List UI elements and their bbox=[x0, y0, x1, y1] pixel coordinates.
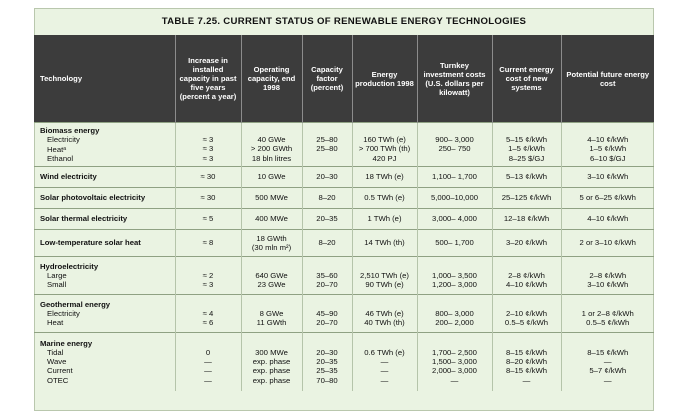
current-cell bbox=[492, 295, 561, 333]
increase-cell bbox=[175, 333, 241, 391]
future-value: 5 or 6–25 ¢/kWh bbox=[579, 193, 636, 203]
technology-name: Biomass energy bbox=[40, 126, 100, 136]
cost-cell bbox=[417, 333, 492, 391]
production-cell bbox=[352, 167, 417, 188]
factor-value: 25–80 bbox=[316, 144, 338, 154]
production-value: 40 TWh (th) bbox=[364, 318, 405, 328]
capacity-cell bbox=[241, 188, 302, 209]
current-value: — bbox=[522, 375, 531, 385]
increase-value: 0 bbox=[205, 347, 211, 357]
production-value: 90 TWh (e) bbox=[365, 280, 404, 290]
increase-value: — bbox=[204, 357, 212, 367]
capacity-value: (30 mln m²) bbox=[251, 243, 292, 252]
factor-cell bbox=[302, 123, 352, 167]
technology-cell bbox=[34, 209, 175, 230]
future-value: 1 or 2–8 ¢/kWh bbox=[581, 308, 634, 318]
current-value: 4–10 ¢/kWh bbox=[505, 280, 548, 290]
increase-cell bbox=[175, 123, 241, 167]
cost-value: 900– 3,000 bbox=[435, 135, 474, 145]
factor-cell bbox=[302, 230, 352, 257]
current-value: 2–8 ¢/kWh bbox=[508, 270, 545, 280]
technology-subtype: Heat bbox=[47, 318, 64, 328]
factor-cell bbox=[302, 188, 352, 209]
future-value: 2 or 3–10 ¢/kWh bbox=[579, 238, 636, 248]
header-future-cost: Potential future energy cost bbox=[561, 35, 654, 123]
capacity-value: exp. phase bbox=[252, 375, 291, 385]
table-row bbox=[34, 188, 654, 209]
future-value: 8–15 ¢/kWh bbox=[587, 347, 629, 357]
technology-cell bbox=[34, 188, 175, 209]
header-row bbox=[34, 35, 654, 123]
factor-value: 20–30 bbox=[316, 347, 338, 357]
current-cell bbox=[492, 333, 561, 391]
table-row bbox=[34, 123, 654, 167]
cost-value: — bbox=[450, 375, 459, 385]
capacity-cell bbox=[241, 257, 302, 295]
future-value: 3–10 ¢/kWh bbox=[587, 172, 629, 182]
increase-cell bbox=[175, 257, 241, 295]
factor-value: 20–35 bbox=[316, 214, 338, 224]
production-value: 420 PJ bbox=[372, 153, 397, 163]
increase-value: ≈ 3 bbox=[202, 153, 214, 163]
technology-name: Wind electricity bbox=[40, 172, 97, 182]
cost-value: 1,700– 2,500 bbox=[432, 347, 477, 357]
header-investment-costs: Turnkey investment costs (U.S. dollars per kilowatt) bbox=[417, 35, 492, 123]
production-value: — bbox=[380, 375, 389, 385]
table-row bbox=[34, 209, 654, 230]
cost-value: 5,000–10,000 bbox=[430, 193, 479, 203]
capacity-value: 400 MWe bbox=[255, 214, 288, 224]
increase-value: ≈ 5 bbox=[202, 214, 214, 224]
production-value: 14 TWh (th) bbox=[364, 238, 405, 248]
increase-value: ≈ 30 bbox=[200, 172, 216, 182]
factor-value: 25–80 bbox=[316, 135, 338, 145]
future-value: 4–10 ¢/kWh bbox=[587, 135, 629, 145]
cost-cell bbox=[417, 295, 492, 333]
increase-value: ≈ 3 bbox=[202, 280, 214, 290]
future-value: 0.5–5 ¢/kWh bbox=[586, 318, 630, 328]
future-cell bbox=[561, 295, 654, 333]
future-value: 6–10 $/GJ bbox=[590, 153, 626, 163]
production-value: 0.5 TWh (e) bbox=[364, 193, 405, 203]
increase-value: ≈ 8 bbox=[202, 238, 214, 248]
factor-value: 20–30 bbox=[316, 172, 338, 182]
cost-value: 250– 750 bbox=[438, 144, 471, 154]
technology-cell bbox=[34, 230, 175, 257]
current-value: 5–15 ¢/kWh bbox=[505, 135, 548, 145]
factor-cell bbox=[302, 257, 352, 295]
capacity-cell bbox=[241, 333, 302, 391]
future-value: — bbox=[603, 375, 612, 385]
technology-subtype: Wave bbox=[47, 357, 67, 367]
production-value: 18 TWh (e) bbox=[365, 172, 404, 182]
cost-value: 3,000– 4,000 bbox=[432, 214, 477, 224]
table-row bbox=[34, 167, 654, 188]
capacity-value: 300 MWe bbox=[255, 347, 288, 357]
factor-value: 35–60 bbox=[316, 270, 338, 280]
increase-value: ≈ 3 bbox=[202, 144, 214, 154]
current-cell bbox=[492, 123, 561, 167]
current-value: 5–13 ¢/kWh bbox=[505, 172, 548, 182]
production-value: 1 TWh (e) bbox=[367, 214, 402, 224]
renewable-energy-table bbox=[34, 35, 654, 391]
future-cell bbox=[561, 123, 654, 167]
increase-value: — bbox=[204, 366, 212, 376]
future-value: 1–5 ¢/kWh bbox=[589, 144, 627, 154]
future-cell bbox=[561, 188, 654, 209]
cost-value: 1,500– 3,000 bbox=[432, 357, 477, 367]
cost-value: 2,000– 3,000 bbox=[432, 366, 477, 376]
factor-cell bbox=[302, 209, 352, 230]
current-cell bbox=[492, 209, 561, 230]
capacity-cell bbox=[241, 295, 302, 333]
capacity-cell bbox=[241, 123, 302, 167]
production-value: 2,510 TWh (e) bbox=[360, 270, 409, 280]
technology-subtype: Electricity bbox=[47, 308, 80, 318]
capacity-value: 8 GWe bbox=[259, 308, 284, 318]
capacity-value: exp. phase bbox=[252, 357, 291, 367]
header-capacity-factor: Capacity factor (percent) bbox=[302, 35, 352, 123]
capacity-cell bbox=[241, 167, 302, 188]
technology-subtype: Small bbox=[47, 280, 67, 290]
production-cell bbox=[352, 188, 417, 209]
technology-subtype: Large bbox=[47, 270, 67, 280]
future-cell bbox=[561, 167, 654, 188]
cost-value: 1,000– 3,500 bbox=[432, 270, 477, 280]
increase-value: ≈ 30 bbox=[200, 193, 216, 203]
cost-cell bbox=[417, 230, 492, 257]
increase-value: ≈ 6 bbox=[202, 318, 214, 328]
cost-cell bbox=[417, 167, 492, 188]
technology-cell bbox=[34, 333, 175, 391]
increase-value: — bbox=[204, 375, 212, 385]
increase-cell bbox=[175, 167, 241, 188]
future-cell bbox=[561, 209, 654, 230]
technology-name: Low-temperature solar heat bbox=[40, 238, 141, 248]
increase-value: ≈ 4 bbox=[202, 308, 214, 318]
technology-cell bbox=[34, 167, 175, 188]
production-cell bbox=[352, 295, 417, 333]
current-cell bbox=[492, 167, 561, 188]
table-title: TABLE 7.25. CURRENT STATUS OF RENEWABLE ENERGY TECHNOLOGIES bbox=[161, 16, 527, 27]
factor-value: 8–20 bbox=[318, 193, 336, 203]
factor-value: 8–20 bbox=[318, 238, 336, 248]
technology-subtype: OTEC bbox=[47, 375, 69, 385]
table-row bbox=[34, 295, 654, 333]
future-value: 5–7 ¢/kWh bbox=[589, 366, 627, 376]
cost-value: 1,200– 3,000 bbox=[432, 280, 477, 290]
future-value: — bbox=[603, 357, 612, 367]
technology-name: Solar thermal electricity bbox=[40, 214, 128, 224]
future-cell bbox=[561, 333, 654, 391]
cost-cell bbox=[417, 123, 492, 167]
factor-value: 45–90 bbox=[316, 308, 338, 318]
current-value: 0.5–5 ¢/kWh bbox=[504, 318, 549, 328]
production-value: — bbox=[380, 357, 389, 367]
factor-value: 20–35 bbox=[316, 357, 338, 367]
current-cell bbox=[492, 257, 561, 295]
table-row bbox=[34, 230, 654, 257]
current-value: 8–15 ¢/kWh bbox=[505, 366, 548, 376]
technology-name: Hydroelectricity bbox=[40, 261, 99, 271]
increase-value: ≈ 3 bbox=[202, 135, 214, 145]
increase-cell bbox=[175, 188, 241, 209]
technology-subtype: Tidal bbox=[47, 347, 64, 357]
production-cell bbox=[352, 257, 417, 295]
factor-cell bbox=[302, 295, 352, 333]
production-value: 0.6 TWh (e) bbox=[364, 347, 405, 357]
technology-name: Geothermal energy bbox=[40, 299, 111, 309]
current-value: 8–15 ¢/kWh bbox=[505, 347, 548, 357]
cost-cell bbox=[417, 257, 492, 295]
current-value: 8–20 ¢/kWh bbox=[505, 357, 548, 367]
increase-cell bbox=[175, 230, 241, 257]
capacity-value: 640 GWe bbox=[255, 270, 288, 280]
technology-cell bbox=[34, 295, 175, 333]
factor-cell bbox=[302, 167, 352, 188]
technology-cell bbox=[34, 257, 175, 295]
factor-value: 25–35 bbox=[316, 366, 338, 376]
header-increase: Increase in installed capacity in past five years (percent a year) bbox=[175, 35, 241, 123]
cost-value: 500– 1,700 bbox=[435, 238, 474, 248]
production-value: > 700 TWh (th) bbox=[358, 144, 411, 154]
table-body bbox=[34, 123, 654, 391]
capacity-value: > 200 GWth bbox=[250, 144, 293, 154]
technology-subtype: Electricity bbox=[47, 135, 80, 145]
current-value: 8–25 $/GJ bbox=[508, 153, 545, 163]
production-value: 160 TWh (e) bbox=[363, 135, 406, 145]
header-energy-production: Energy production 1998 bbox=[352, 35, 417, 123]
technology-subtype: Current bbox=[47, 366, 73, 376]
increase-cell bbox=[175, 209, 241, 230]
factor-value: 20–70 bbox=[316, 280, 338, 290]
cost-cell bbox=[417, 188, 492, 209]
current-value: 2–10 ¢/kWh bbox=[505, 308, 548, 318]
table-row bbox=[34, 257, 654, 295]
current-cell bbox=[492, 188, 561, 209]
capacity-value: exp. phase bbox=[252, 366, 291, 376]
technology-name: Solar photovoltaic electricity bbox=[40, 193, 146, 203]
capacity-value: 40 GWe bbox=[257, 135, 286, 145]
capacity-value: 11 GWth bbox=[256, 318, 287, 328]
production-value: — bbox=[380, 366, 389, 376]
cost-value bbox=[420, 154, 490, 163]
future-cell bbox=[561, 257, 654, 295]
cost-cell bbox=[417, 209, 492, 230]
header-operating-capacity: Operating capacity, end 1998 bbox=[241, 35, 302, 123]
current-value: 3–20 ¢/kWh bbox=[505, 238, 548, 248]
factor-value bbox=[305, 154, 350, 163]
future-cell bbox=[561, 230, 654, 257]
current-cell bbox=[492, 230, 561, 257]
capacity-cell bbox=[241, 230, 302, 257]
cost-value: 1,100– 1,700 bbox=[432, 172, 477, 182]
capacity-value: 23 GWe bbox=[257, 280, 286, 290]
technology-subtype: Ethanol bbox=[47, 153, 74, 163]
capacity-value: 18 GWth bbox=[256, 233, 287, 243]
capacity-value: 10 GWe bbox=[257, 172, 286, 182]
production-value: 46 TWh (e) bbox=[365, 308, 404, 318]
production-cell bbox=[352, 209, 417, 230]
technology-subtype: Heatᵃ bbox=[47, 144, 67, 154]
production-cell bbox=[352, 123, 417, 167]
future-value: 3–10 ¢/kWh bbox=[587, 280, 629, 290]
current-value: 1–5 ¢/kWh bbox=[508, 144, 545, 154]
production-cell bbox=[352, 333, 417, 391]
technology-name: Marine energy bbox=[40, 338, 93, 348]
cost-value: 200– 2,000 bbox=[435, 318, 474, 328]
table-row bbox=[34, 333, 654, 391]
current-value: 12–18 ¢/kWh bbox=[503, 214, 550, 224]
increase-value: ≈ 2 bbox=[202, 270, 214, 280]
technology-cell bbox=[34, 123, 175, 167]
future-value: 2–8 ¢/kWh bbox=[589, 270, 627, 280]
capacity-value: 18 bln litres bbox=[251, 153, 292, 163]
current-value: 25–125 ¢/kWh bbox=[501, 193, 552, 203]
capacity-value: 500 MWe bbox=[255, 193, 288, 203]
cost-value: 800– 3,000 bbox=[435, 308, 474, 318]
capacity-cell bbox=[241, 209, 302, 230]
future-value: 4–10 ¢/kWh bbox=[587, 214, 629, 224]
factor-value: 70–80 bbox=[316, 375, 338, 385]
header-current-cost: Current energy cost of new systems bbox=[492, 35, 561, 123]
factor-cell bbox=[302, 333, 352, 391]
header-technology: Technology bbox=[34, 35, 175, 123]
production-cell bbox=[352, 230, 417, 257]
factor-value: 20–70 bbox=[316, 318, 338, 328]
increase-cell bbox=[175, 295, 241, 333]
